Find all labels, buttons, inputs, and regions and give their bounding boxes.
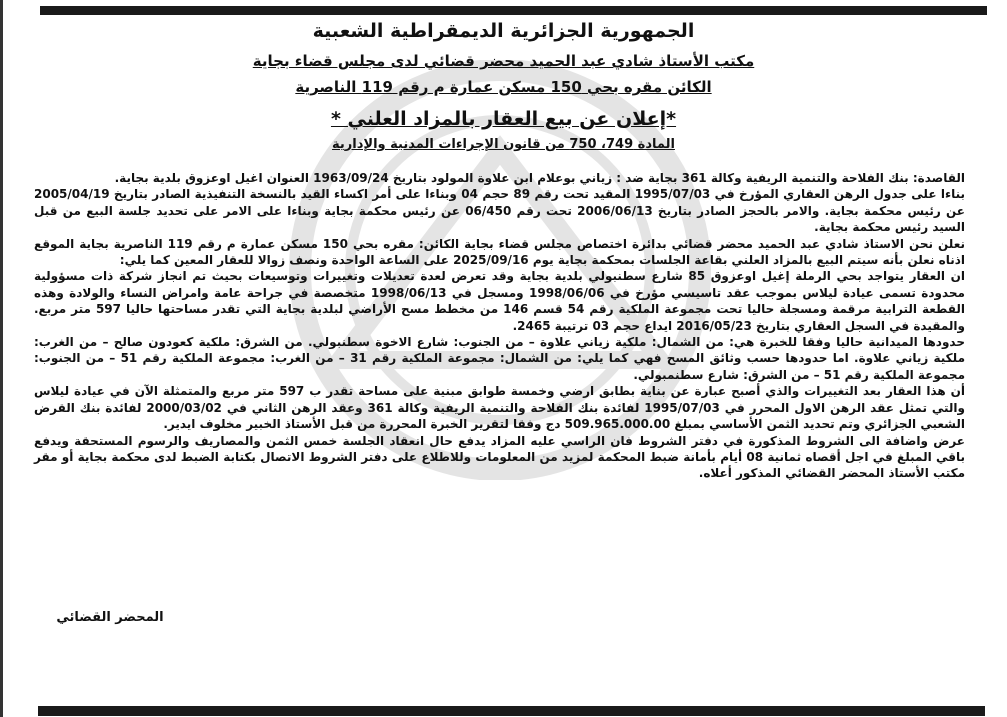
parties-paragraph: القاصدة: بنك الفلاحة والتنمية الريفية وكالة 361 بجاية ضد : زياني بوعلام ابن علاوة المولود بتاريخ 1963/09/24 العنوان اغيل اوعزوق بلدية بجاية. [114, 171, 965, 185]
legal-basis: المادة 749، 750 من قانون الإجراءات المدنية والإدارية [332, 137, 675, 152]
valuation-paragraph: أن هذا العقار بعد التغييرات والذي أصبح عبارة عن بناية بطابق ارضي وخمسة طوابق مبنية على مساحة تقدر ب 597 متر مربع والمتمثلة الآن في عيادة ليلاس والتي تمثل عقد الرهن الاول المحرر في 1995/07/03 لفائدة بنك الفلاحة والتنمية الريفية وكالة 361 وعقد الرهن الثاني في 2000/03/02 لفائدة بنك القرض الشعبي الجزائري وتم تحديد الثمن الأساسي بمبلغ 509.965.000.00 دج وفقا لتقرير الخبرة المحررة من قبل الأستاذ الخبير مخلوف ايدير. [34, 384, 966, 432]
announcement-title: *إعلان عن بيع العقار بالمزاد العلني * [330, 108, 677, 130]
top-border-rule [40, 6, 987, 15]
office-address: الكائن مقره بحي 150 مسكن عمارة م رقم 119 الناصرية [295, 78, 712, 96]
payment-conditions-paragraph: عرض واضافة الى الشروط المذكورة في دفتر الشروط فان الراسي عليه المزاد يدفع حال انعقاد الجلسة خمس الثمن والمصاريف والرسوم المستحقة ويدفع باقي المبلغ في اجل أقصاه ثمانية 08 أيام بأمانة ضبط المحكمة لمزيد من المعلومات وللاطلاع على دفتر الشروط الاتصال بكتابة الضبط لدى محكمة بجاية أو مقر مكتب الأستاذ المحضر القضائي المذكور أعلاه. [34, 433, 965, 481]
office-heading: مكتب الأستاذ شادي عبد الحميد محضر قضائي لدى مجلس قضاء بجاية [252, 52, 755, 70]
page-left-edge [0, 0, 3, 717]
announcement-body [34, 170, 965, 482]
property-description-paragraph: ان العقار يتواجد بحي الرملة إغيل اوعزوق 85 شارع سطنبولي بلدية بجاية وقد تعرض لعدة تعديلات وتغييرات وتوسيعات بحيث تم انجاز شركة ذات مسؤولية محدودة تسمى عيادة ليلاس بموجب عقد تاسيسي مؤرخ في 1998/06/06 ومسجل في 1998/06/13 متخصصة في جراحة عامة وامراض النساء والولادة وهذه القطعة الترابية مرقمة ومسجلة حاليا تحت مجموعة الملكية رقم 54 قسم 146 من مخطط مسح الأراضي لبلدية بجاية التي تقدر مساحتها حاليا 597 متر مربع. والمقيدة في السجل العقاري بتاريخ 2016/05/23 ايداع حجم 03 ترتيبة 2465. [34, 269, 965, 333]
sale-notice-paragraph: نعلن نحن الاستاذ شادي عبد الحميد محضر قضائي بدائرة اختصاص مجلس قضاء بجاية الكائن: مقره بحي 150 مسكن عمارة م رقم 119 الناصرية بجاية الموقع اذناه نعلن بأنه سيتم البيع بالمزاد العلني بقاعة الجلسات بمحكمة بجاية يوم 2025/09/16 على الساعة الواحدة ونصف زوالا للعقار المعين كما يلي: [34, 236, 965, 268]
bottom-border-rule [38, 706, 985, 716]
boundaries-paragraph: حدودها الميدانية حاليا وفقا للخبرة هي: من الشمال: ملكية زياني علاوة – من الجنوب: شارع الاخوة سطنبولي. من الشرق: ملكية كعودون صالح – من الغرب: ملكية زياني علاوة. اما حدودها حسب وثائق المسح فهي كما يلي: من الشمال: مجموعة الملكية رقم 31 – من الغرب: مجموعة الملكية رقم 51 – من الجنوب: مجموعة الملكية رقم 51 – من الشرق: شارع سطنمبولي. [34, 335, 965, 382]
bailiff-signature: المحضر القضائي [56, 610, 164, 625]
basis-paragraph: بناءا على جدول الرهن العقاري المؤرخ في 1995/07/03 المقيد تحت رقم 89 حجم 04 وبناءا على أمر اكساء القيد بالنسخة التنفيذية الصادر بتاريخ 2005/04/19 عن رئيس محكمة بجاية. والامر بالحجز الصادر بتاريخ 2006/06/13 تحت رقم 06/450 عن رئيس محكمة بجاية وبناءا على الامر على تحديد جلسة البيع من قبل السيد رئيس محكمة بجاية. [34, 187, 966, 235]
republic-heading: الجمهورية الجزائرية الديمقراطية الشعبية [312, 20, 695, 42]
